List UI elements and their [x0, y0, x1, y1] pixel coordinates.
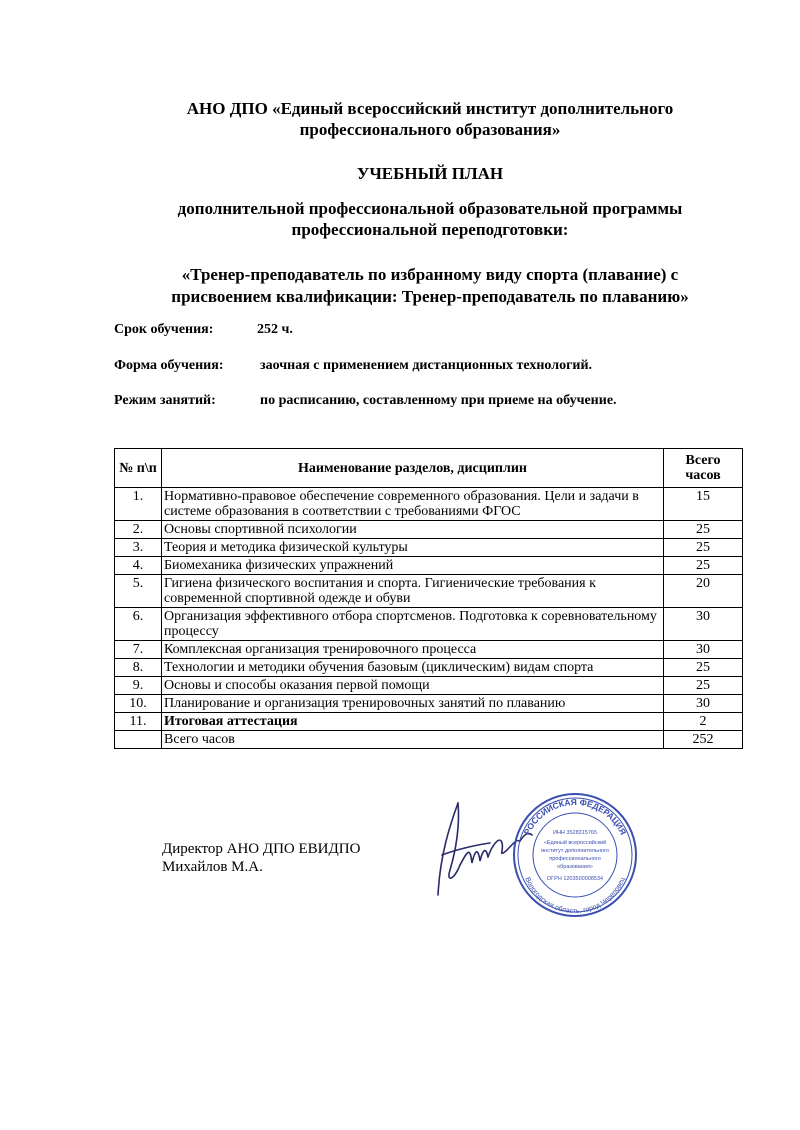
row-number: 4.: [115, 557, 162, 575]
row-discipline: Основы и способы оказания первой помощи: [162, 677, 664, 695]
row-hours: 2: [664, 713, 743, 731]
stamp-ogrn: ОГРН 1203500008534: [546, 876, 604, 882]
row-hours: 30: [664, 641, 743, 659]
row-discipline: Теория и методика физической культуры: [162, 539, 664, 557]
row-number: 8.: [115, 659, 162, 677]
row-number: 7.: [115, 641, 162, 659]
table-header-row: [115, 449, 743, 488]
stamp-center-1: «Единый всероссийский: [543, 840, 607, 846]
director-title: Директор АНО ДПО ЕВИДПО: [162, 841, 361, 857]
row-discipline: Итоговая аттестация: [162, 713, 664, 731]
table-row: [115, 539, 743, 557]
row-discipline: Всего часов: [162, 731, 664, 749]
row-hours: 25: [664, 539, 743, 557]
term-label: Срок обучения:: [114, 322, 214, 337]
row-number: 5.: [115, 575, 162, 608]
table-row: [115, 557, 743, 575]
row-hours: 25: [664, 659, 743, 677]
header-hours-line2: часов: [685, 468, 721, 483]
form-value: заочная с применением дистанционных технологий.: [260, 358, 593, 373]
table-row: [115, 659, 743, 677]
stamp-center-3: профессионального: [549, 856, 601, 862]
row-discipline: Биомеханика физических упражнений: [162, 557, 664, 575]
signature-text: Михайлов: [490, 847, 534, 858]
plan-title: УЧЕБНЫЙ ПЛАН: [356, 164, 504, 183]
stamp-center-4: образования»: [557, 864, 593, 870]
row-hours: 15: [664, 488, 743, 521]
program-line-1: «Тренер-преподаватель по избранному виду спорта (плавание) с: [181, 265, 679, 284]
org-line-1: АНО ДПО «Единый всероссийский институт дополнительного: [186, 99, 674, 118]
row-number: 10.: [115, 695, 162, 713]
row-number: 11.: [115, 713, 162, 731]
row-hours: 25: [664, 521, 743, 539]
row-hours: 252: [664, 731, 743, 749]
table-row: [115, 488, 743, 521]
table-row: [115, 521, 743, 539]
row-discipline: Организация эффективного отбора спортсменов. Подготовка к соревновательному процессу: [162, 608, 664, 641]
row-number: 9.: [115, 677, 162, 695]
table-row: [115, 695, 743, 713]
row-hours: 25: [664, 677, 743, 695]
table-total-row: [115, 731, 743, 749]
term-value: 252 ч.: [257, 322, 293, 337]
organization-name: [100, 98, 760, 140]
org-line-2: профессионального образования»: [299, 120, 561, 139]
program-description: [100, 198, 760, 240]
curriculum-table: [114, 448, 743, 749]
row-discipline: Гигиена физического воспитания и спорта. Гигиенические требования к современной спортивной одежде и обуви: [162, 575, 664, 608]
table-row: [115, 713, 743, 731]
header-hours: [664, 449, 743, 488]
desc-line-2: профессиональной переподготовки:: [291, 220, 569, 239]
table-row: [115, 641, 743, 659]
stamp-center-2: институт дополнительного: [541, 848, 609, 854]
row-discipline: Комплексная организация тренировочного процесса: [162, 641, 664, 659]
row-hours: 25: [664, 557, 743, 575]
director-block: [162, 840, 360, 876]
director-name: Михайлов М.А.: [162, 859, 263, 875]
row-number: 1.: [115, 488, 162, 521]
header-hours-line1: Всего: [685, 453, 721, 468]
mode-value: по расписанию, составленному при приеме на обучение.: [260, 393, 617, 408]
row-discipline: Нормативно-правовое обеспечение современного образования. Цели и задачи в системе образования в соответствии с требованиями ФГОС: [162, 488, 664, 521]
mode-label: Режим занятий:: [114, 393, 216, 408]
stamp-seal: [510, 790, 640, 920]
row-hours: 30: [664, 695, 743, 713]
stamp-ring-bottom: Вологодская область, город Череповец: [523, 876, 627, 916]
row-number: 3.: [115, 539, 162, 557]
table-row: [115, 677, 743, 695]
program-name: [90, 264, 770, 308]
table-row: [115, 608, 743, 641]
row-discipline: Технологии и методики обучения базовым (циклическим) видам спорта: [162, 659, 664, 677]
stamp-inn: ИНН 3528315765: [552, 830, 598, 836]
form-label: Форма обучения:: [114, 358, 224, 373]
row-discipline: Планирование и организация тренировочных занятий по плаванию: [162, 695, 664, 713]
row-hours: 20: [664, 575, 743, 608]
row-number: 6.: [115, 608, 162, 641]
header-name: Наименование разделов, дисциплин: [162, 449, 664, 488]
header-num: № п\п: [115, 449, 162, 488]
stamp-ring-top: РОССИЙСКАЯ ФЕДЕРАЦИЯ: [521, 796, 629, 837]
row-hours: 30: [664, 608, 743, 641]
row-number: 2.: [115, 521, 162, 539]
desc-line-1: дополнительной профессиональной образовательной программы: [177, 199, 683, 218]
row-number: [115, 731, 162, 749]
table-row: [115, 575, 743, 608]
row-discipline: Основы спортивной психологии: [162, 521, 664, 539]
program-line-2: присвоением квалификации: Тренер-преподаватель по плаванию»: [171, 287, 689, 306]
